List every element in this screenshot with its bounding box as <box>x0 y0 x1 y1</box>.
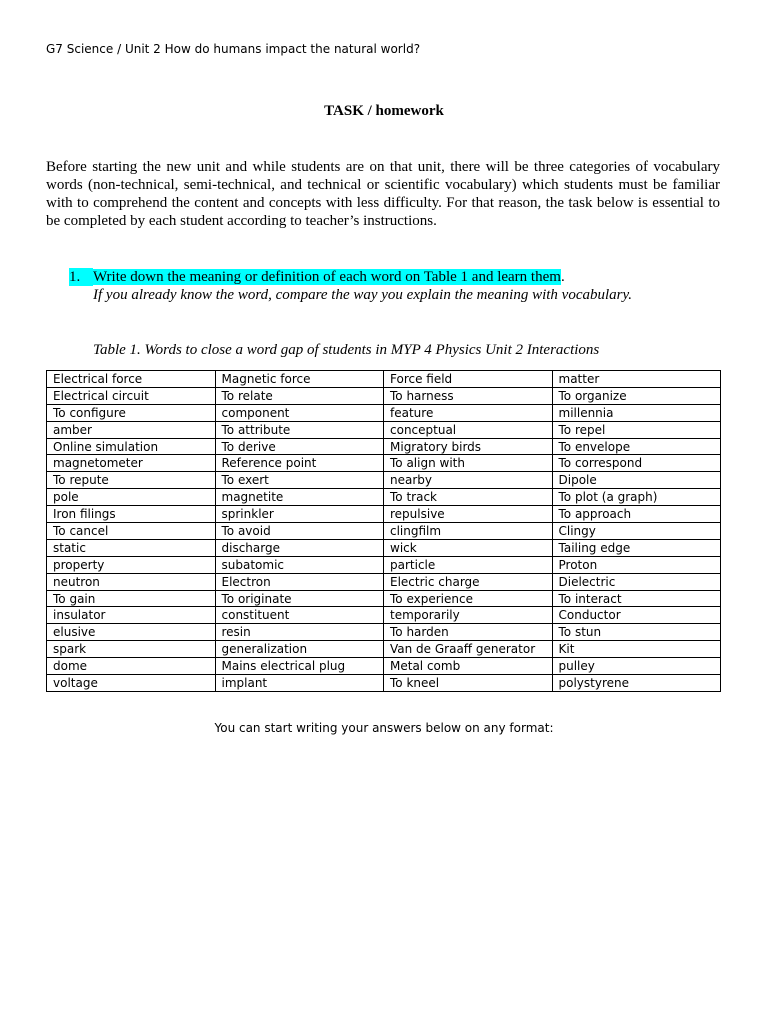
table-cell: To gain <box>47 590 216 607</box>
task-note: If you already know the word, compare the way you explain the meaning with vocabulary. <box>93 287 633 303</box>
table-cell: implant <box>215 675 384 692</box>
table-cell: To organize <box>552 387 721 404</box>
table-cell: Migratory birds <box>384 438 553 455</box>
table-cell: To cancel <box>47 523 216 540</box>
table-row <box>47 624 721 641</box>
table-cell: To configure <box>47 404 216 421</box>
table-cell: To relate <box>215 387 384 404</box>
table-row <box>47 539 721 556</box>
table-cell: neutron <box>47 573 216 590</box>
table-cell: temporarily <box>384 607 553 624</box>
table-cell: constituent <box>215 607 384 624</box>
table-cell: Magnetic force <box>215 371 384 388</box>
table-cell: pulley <box>552 658 721 675</box>
task-instruction: Write down the meaning or definition of each word on Table 1 and learn them <box>93 269 561 285</box>
table-cell: Mains electrical plug <box>215 658 384 675</box>
table-cell: Kit <box>552 641 721 658</box>
table-cell: Reference point <box>215 455 384 472</box>
table-row <box>47 590 721 607</box>
intro-paragraph: Before starting the new unit and while students are on that unit, there will be three categories of vocabulary words (non-technical, semi-technical, and technical or scientific vocabulary) which students must be familiar with to comprehend the content and concepts with less difficulty. For that reason, the task below is essential to be completed by each student according to teacher’s instructions. <box>46 159 720 229</box>
table-cell: Dipole <box>552 472 721 489</box>
table-cell: clingfilm <box>384 523 553 540</box>
table-cell: To originate <box>215 590 384 607</box>
task-instruction-line <box>69 268 632 286</box>
table-row <box>47 455 721 472</box>
vocabulary-table <box>46 370 721 692</box>
task-instruction-end: . <box>560 269 565 285</box>
table-cell: particle <box>384 556 553 573</box>
page-title: TASK / homework <box>324 103 444 119</box>
table-row <box>47 387 721 404</box>
table-row <box>47 489 721 506</box>
table-cell: property <box>47 556 216 573</box>
table-cell: Tailing edge <box>552 539 721 556</box>
table-row <box>47 607 721 624</box>
table-cell: feature <box>384 404 553 421</box>
table-cell: Van de Graaff generator <box>384 641 553 658</box>
table-cell: component <box>215 404 384 421</box>
table-cell: To plot (a graph) <box>552 489 721 506</box>
table-cell: spark <box>47 641 216 658</box>
table-cell: Online simulation <box>47 438 216 455</box>
table-caption: Table 1. Words to close a word gap of students in MYP 4 Physics Unit 2 Interactions <box>93 342 600 358</box>
table-cell: To repute <box>47 472 216 489</box>
task-item <box>69 268 632 304</box>
table-cell: matter <box>552 371 721 388</box>
table-row <box>47 506 721 523</box>
table-cell: Proton <box>552 556 721 573</box>
table-cell: wick <box>384 539 553 556</box>
table-row <box>47 371 721 388</box>
table-cell: elusive <box>47 624 216 641</box>
table-cell: To attribute <box>215 421 384 438</box>
table-cell: conceptual <box>384 421 553 438</box>
table-row <box>47 658 721 675</box>
table-cell: Electron <box>215 573 384 590</box>
table-cell: To kneel <box>384 675 553 692</box>
table-cell: generalization <box>215 641 384 658</box>
table-cell: To stun <box>552 624 721 641</box>
table-cell: To align with <box>384 455 553 472</box>
table-cell: sprinkler <box>215 506 384 523</box>
table-cell: Clingy <box>552 523 721 540</box>
table-cell: To experience <box>384 590 553 607</box>
table-row <box>47 438 721 455</box>
table-row <box>47 523 721 540</box>
table-cell: polystyrene <box>552 675 721 692</box>
table-cell: pole <box>47 489 216 506</box>
course-header: G7 Science / Unit 2 How do humans impact the natural world? <box>46 42 421 56</box>
table-cell: To correspond <box>552 455 721 472</box>
table-cell: dome <box>47 658 216 675</box>
table-cell: To avoid <box>215 523 384 540</box>
table-cell: Electrical circuit <box>47 387 216 404</box>
table-cell: Electrical force <box>47 371 216 388</box>
table-cell: static <box>47 539 216 556</box>
table-cell: Electric charge <box>384 573 553 590</box>
table-cell: To approach <box>552 506 721 523</box>
table-cell: insulator <box>47 607 216 624</box>
table-row <box>47 472 721 489</box>
table-cell: To track <box>384 489 553 506</box>
table-row <box>47 675 721 692</box>
table-cell: voltage <box>47 675 216 692</box>
table-cell: repulsive <box>384 506 553 523</box>
table-cell: magnetite <box>215 489 384 506</box>
table-cell: Force field <box>384 371 553 388</box>
answer-instructions: You can start writing your answers below on any format: <box>214 721 554 735</box>
table-cell: millennia <box>552 404 721 421</box>
table-row <box>47 421 721 438</box>
table-cell: To repel <box>552 421 721 438</box>
table-cell: To exert <box>215 472 384 489</box>
table-cell: To interact <box>552 590 721 607</box>
vocabulary-table-body <box>47 371 721 692</box>
table-cell: resin <box>215 624 384 641</box>
table-cell: To harness <box>384 387 553 404</box>
table-cell: Conductor <box>552 607 721 624</box>
table-cell: To harden <box>384 624 553 641</box>
table-cell: Dielectric <box>552 573 721 590</box>
table-row <box>47 573 721 590</box>
task-number: 1. <box>69 268 93 286</box>
table-cell: discharge <box>215 539 384 556</box>
table-cell: Iron filings <box>47 506 216 523</box>
table-row <box>47 641 721 658</box>
table-cell: To derive <box>215 438 384 455</box>
table-cell: To envelope <box>552 438 721 455</box>
table-cell: Metal comb <box>384 658 553 675</box>
table-cell: amber <box>47 421 216 438</box>
table-cell: magnetometer <box>47 455 216 472</box>
table-row <box>47 556 721 573</box>
table-row <box>47 404 721 421</box>
table-cell: nearby <box>384 472 553 489</box>
table-cell: subatomic <box>215 556 384 573</box>
